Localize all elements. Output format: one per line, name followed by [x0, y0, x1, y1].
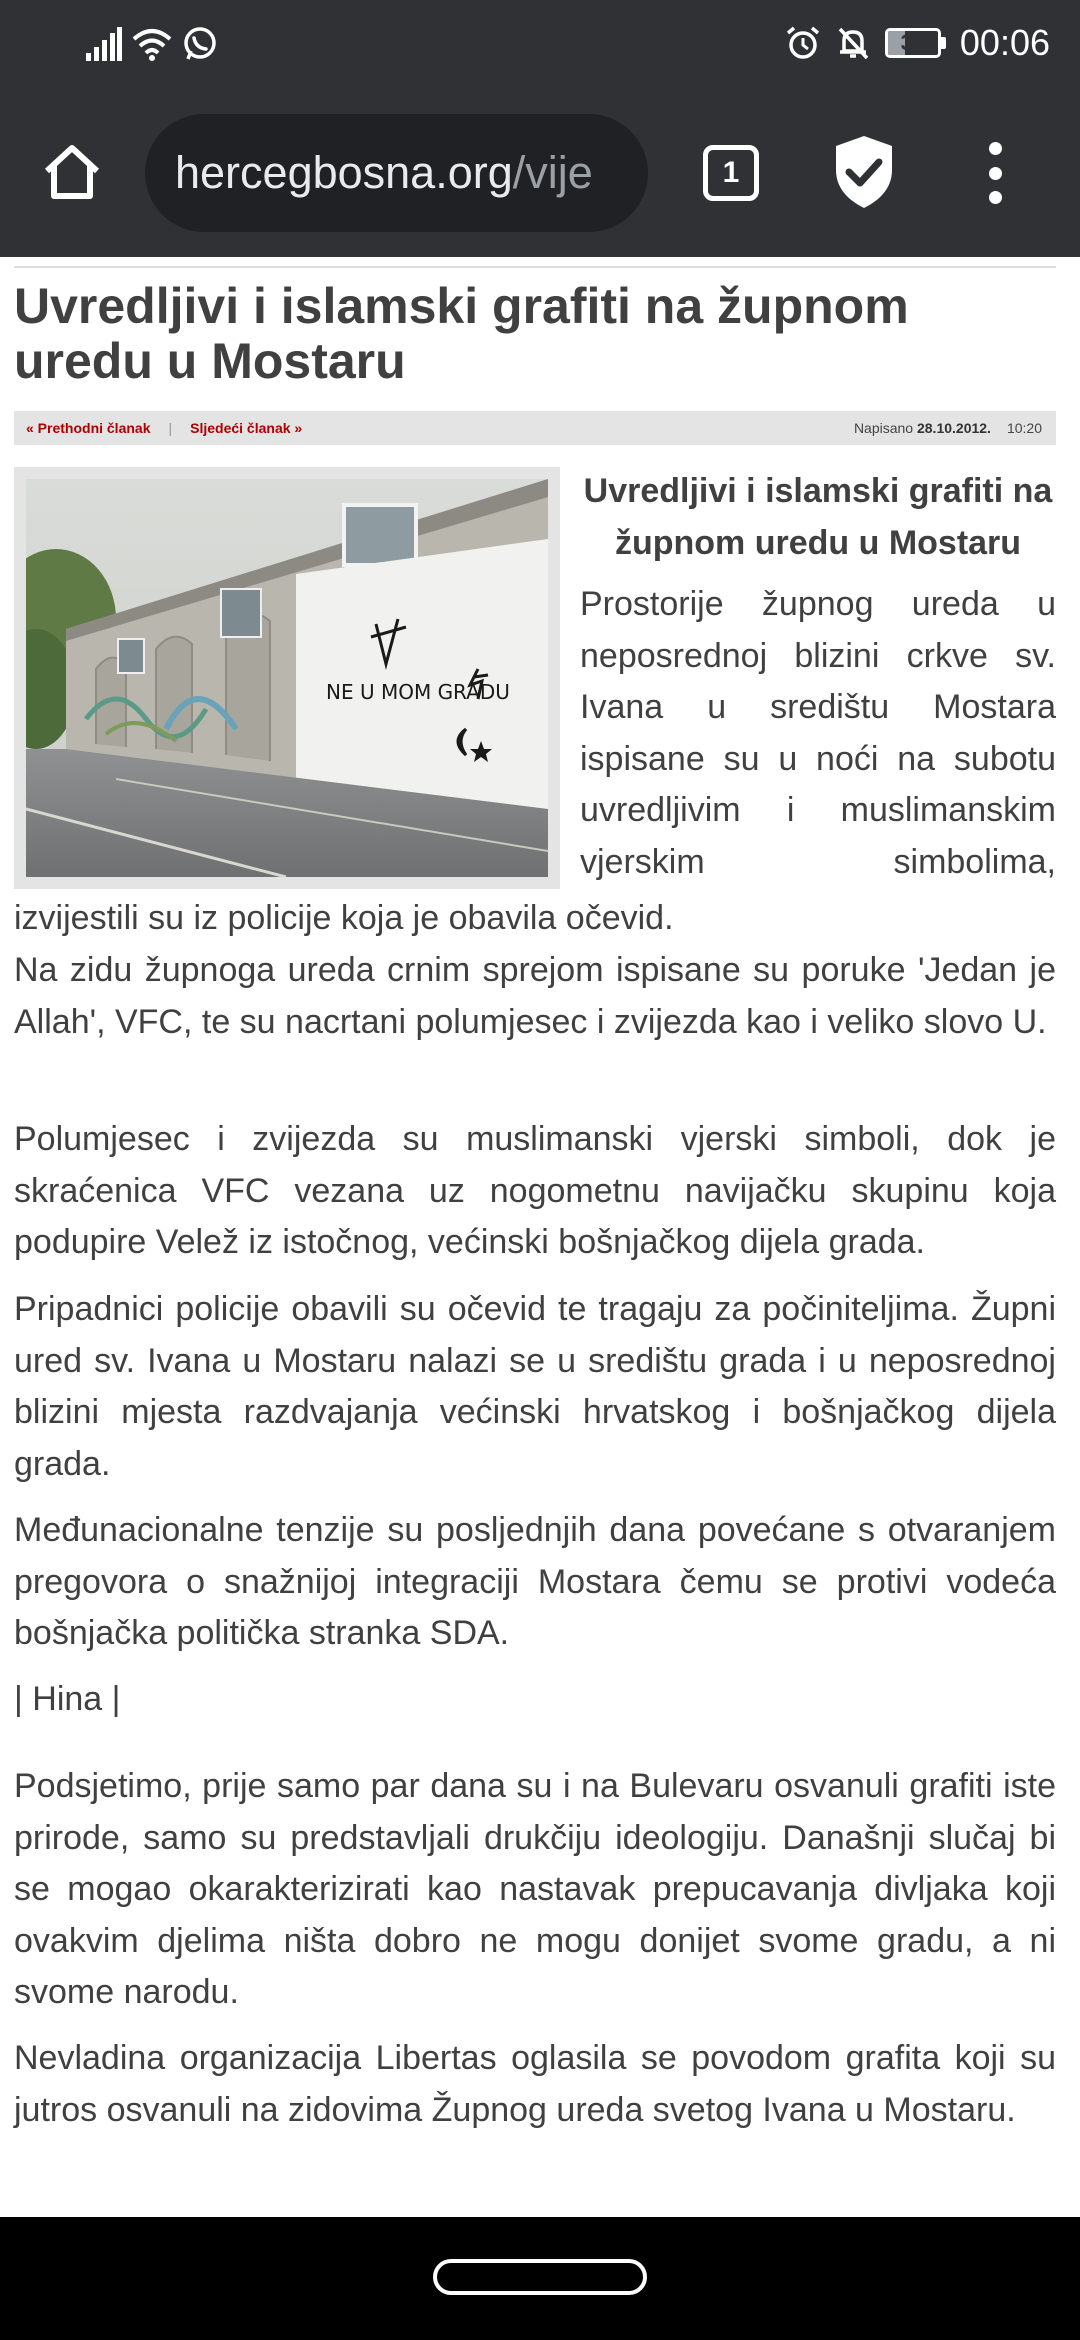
article-image[interactable]	[14, 467, 560, 889]
browser-toolbar	[0, 90, 1080, 257]
article-paragraph-6	[14, 1761, 1056, 2019]
article-time: 10:20	[1006, 420, 1042, 436]
written-label: Napisano	[853, 420, 914, 436]
source-credit: | Hina |	[14, 1680, 121, 1718]
home-gesture-handle[interactable]	[433, 2259, 647, 2295]
article-nav-bar	[14, 411, 1056, 445]
shield-check-icon	[832, 134, 896, 210]
alarm-icon	[785, 25, 821, 61]
paragraph: Na zidu župnoga ureda crnim sprejom ispisane su poruke 'Jedan je Allah', VFC, te su nacrtani polumjesec i zvijezda kao i veliko slovo U.	[14, 951, 1056, 1041]
paragraph: Međunacionalne tenzije su posljednjih dana povećane s otvaranjem pregovora o snažnijoj integraciji Mostara čemu se protivi vodeća bošnjačka politička stranka SDA.	[14, 1511, 1056, 1652]
article-paragraph-3	[14, 1114, 1056, 1269]
article-paragraph-5	[14, 1505, 1056, 1660]
intro-paragraph: Prostorije župnog ureda u neposrednoj blizini crkve sv. Ivana u središtu Mostara ispisane su u noći na subotu uvredljivim i muslimanskim vjerskim simbolima,	[580, 585, 1056, 881]
nav-separator: |	[168, 420, 173, 436]
graffiti-photo	[26, 479, 548, 877]
graffiti-text: NE U MOM GRADU	[326, 680, 510, 704]
web-page-content	[0, 257, 1080, 2217]
menu-dot	[989, 167, 1002, 180]
date-value: 28.10.2012.	[916, 420, 991, 436]
address-bar[interactable]	[145, 114, 648, 232]
tab-switcher-button[interactable]	[700, 142, 762, 204]
article-title: Uvredljivi i islamski grafiti na župnom uredu u Mostaru	[14, 278, 909, 389]
url-host: hercegbosna.org	[175, 147, 513, 198]
whatsapp-icon	[182, 26, 218, 62]
divider	[14, 266, 1056, 268]
home-button[interactable]	[36, 136, 108, 208]
article-paragraph-1	[14, 893, 1056, 945]
url-path: /vije	[512, 147, 593, 198]
article-date	[854, 420, 991, 436]
clock: 00:06	[959, 22, 1050, 63]
next-article-link[interactable]: Sljedeći članak »	[190, 420, 303, 436]
mute-icon	[835, 25, 871, 61]
menu-dot	[989, 191, 1002, 204]
more-menu-button[interactable]	[975, 142, 1015, 204]
shield-button[interactable]	[832, 134, 896, 210]
wifi-icon	[132, 27, 172, 61]
paragraph: Nevladina organizacija Libertas oglasila se povodom grafita koji su jutros osvanuli na zidovima Župnog ureda svetog Ivana u Mostaru.	[14, 2039, 1056, 2129]
paragraph: Pripadnici policije obavili su očevid te tragaju za počiniteljima. Župni ured sv. Ivana u Mostaru nalazi se u središtu grada i u neposrednoj blizini mjesta razdvajanja većinski hrvatskog i bošnjačkog dijela grada.	[14, 1290, 1056, 1483]
paragraph: izvijestili su iz policije koja je obavila očevid.	[14, 899, 674, 937]
paragraph: Polumjesec i zvijezda su muslimanski vjerski simboli, dok je skraćenica VFC vezana uz nogometnu navijačku skupinu koja podupire Velež iz istočnog, većinski bošnjačkog dijela grada.	[14, 1120, 1056, 1261]
status-bar	[0, 0, 1080, 90]
system-navigation-bar	[0, 2217, 1080, 2340]
paragraph: Podsjetimo, prije samo par dana su i na Bulevaru osvanuli grafiti iste prirode, samo su predstavljali drukčiju ideologiju. Današnji slučaj bi se mogao okarakterizirati kao nastavak prepucavanja divljaka koji ovakvim djelima ništa dobro ne mogu donijet svome gradu, a ni svome narodu.	[14, 1767, 1056, 2011]
status-left-icons	[86, 26, 218, 62]
article-paragraph-7	[14, 2033, 1056, 2136]
tab-count: 1	[703, 145, 759, 201]
article-subtitle: Uvredljivi i islamski grafiti na župnom uredu u Mostaru	[583, 472, 1053, 562]
battery-icon	[885, 28, 946, 58]
menu-dot	[989, 142, 1002, 155]
status-right-icons	[785, 22, 1050, 64]
previous-article-link[interactable]: « Prethodni članak	[26, 420, 151, 436]
battery-level: 34	[900, 30, 926, 55]
article-paragraph-2	[14, 945, 1056, 1048]
signal-icon	[86, 27, 122, 61]
home-icon	[42, 144, 102, 200]
article-paragraph-4	[14, 1284, 1056, 1490]
article-intro	[580, 465, 1056, 888]
article-source	[14, 1674, 1056, 1726]
